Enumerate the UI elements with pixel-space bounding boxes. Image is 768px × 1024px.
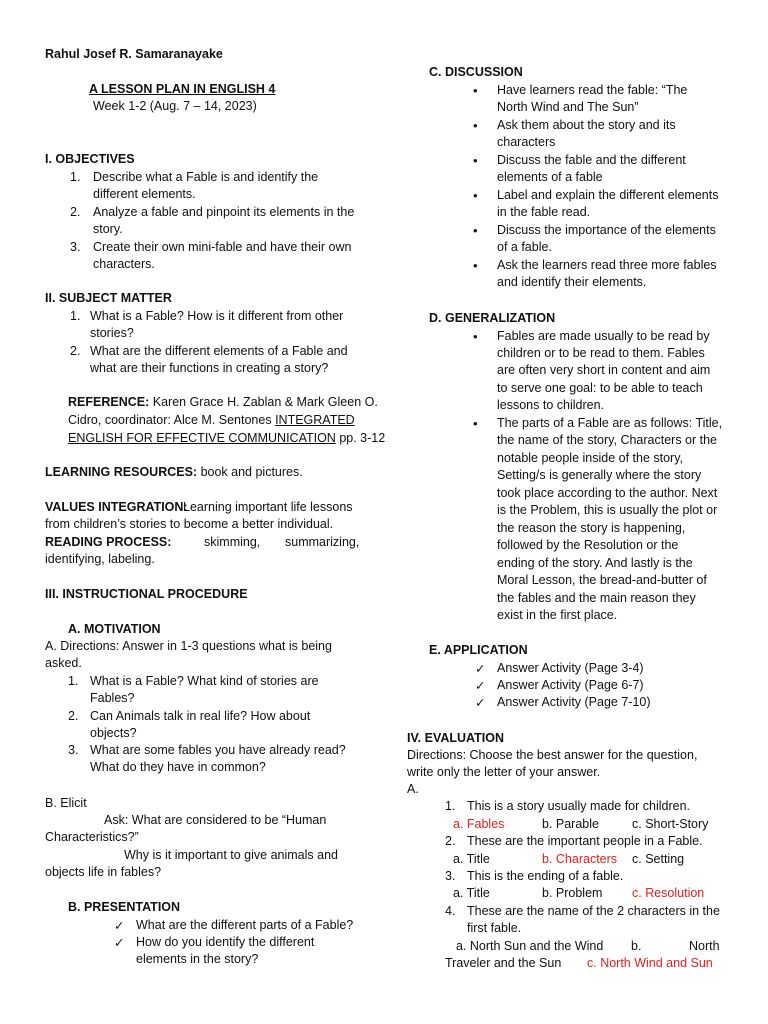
discussion-item-cont: in the fable read. — [497, 205, 591, 219]
generalization-line: ending of the story. And lastly is the — [497, 556, 693, 570]
motivation-heading: A. MOTIVATION — [68, 622, 161, 636]
list-number: 1. — [68, 674, 79, 688]
discussion-item: • Discuss the fable and the different — [497, 153, 686, 167]
reading-label: READING PROCESS: — [45, 535, 172, 549]
answer-choice-correct: b. Characters — [542, 852, 618, 866]
reference-line-3 — [68, 431, 385, 445]
generalization-line: • The parts of a Fable are as follows: Title, — [497, 416, 722, 430]
elicit-ask-2: Characteristics?” — [45, 830, 139, 844]
reference-coordinator: Cidro, coordinator: Alce M. Sentones — [68, 413, 276, 427]
generalization-line: took place according to the author. Next — [497, 486, 718, 500]
answer-choice: a. Title — [453, 852, 490, 866]
generalization-line: • Fables are made usually to be read by — [497, 329, 710, 343]
list-item: characters. — [93, 257, 155, 271]
discussion-item: • Discuss the importance of the elements — [497, 223, 716, 237]
discussion-item-cont: of a fable. — [497, 240, 552, 254]
list-number: 2. — [68, 709, 79, 723]
reading-text-2: identifying, labeling. — [45, 552, 155, 566]
list-number: 3. — [68, 743, 79, 757]
elicit-why-2: objects life in fables? — [45, 865, 162, 879]
discussion-item-cont: and identify their elements. — [497, 275, 647, 289]
values-text-2: from children’s stories to become a better individual. — [45, 517, 334, 531]
answer-choice: b. Problem — [542, 886, 603, 900]
discussion-item-cont: characters — [497, 135, 556, 149]
elicit-heading: B. Elicit — [45, 796, 87, 810]
discussion-item-cont: elements of a fable — [497, 170, 603, 184]
answer-choice-correct: c. North Wind and Sun — [587, 956, 713, 970]
generalization-line: are often very short in content and aim — [497, 363, 711, 377]
application-item: ✓ Answer Activity (Page 6-7) — [497, 678, 644, 692]
motivation-directions: A. Directions: Answer in 1-3 questions what is being — [45, 639, 332, 653]
objectives-heading: I. OBJECTIVES — [45, 152, 135, 166]
generalization-line: the fables and the main reason they — [497, 591, 696, 605]
values-text: Learning important life lessons — [183, 500, 353, 514]
answer-choice: b. — [631, 939, 642, 953]
list-item: stories? — [90, 326, 134, 340]
answer-choice: c. Short-Story — [632, 817, 709, 831]
list-item: Describe what a Fable is and identify the — [93, 170, 319, 184]
resources-value: book and pictures. — [197, 465, 303, 479]
list-number: 1. — [70, 309, 81, 323]
answer-choice: b. Parable — [542, 817, 599, 831]
week-line: Week 1-2 (Aug. 7 – 14, 2023) — [93, 99, 257, 113]
list-item: What is a Fable? What kind of stories are — [90, 674, 319, 688]
list-item: different elements. — [93, 187, 196, 201]
question-text: These are the important people in a Fable. — [467, 834, 703, 848]
list-item: Create their own mini-fable and have their own — [93, 240, 352, 254]
list-item: story. — [93, 222, 123, 236]
discussion-item: • Ask them about the story and its — [497, 118, 676, 132]
reference-book-title-cont: ENGLISH FOR EFFECTIVE COMMUNICATION — [68, 431, 336, 445]
answer-choice: North — [689, 939, 720, 953]
resources-label: LEARNING RESOURCES: — [45, 465, 198, 479]
question-text: These are the name of the 2 characters in the — [467, 904, 720, 918]
application-heading: E. APPLICATION — [429, 643, 528, 657]
generalization-heading: D. GENERALIZATION — [429, 311, 556, 325]
reference-line-1 — [68, 395, 378, 409]
answer-choice: a. North Sun and the Wind — [456, 939, 604, 953]
answer-choice-correct: c. Resolution — [632, 886, 705, 900]
discussion-item: • Ask the learners read three more fables — [497, 258, 717, 272]
evaluation-heading: IV. EVALUATION — [407, 731, 505, 745]
evaluation-directions: Directions: Choose the best answer for the question, — [407, 748, 698, 762]
discussion-item: • Have learners read the fable: “The — [497, 83, 687, 97]
author-name: Rahul Josef R. Samaranayake — [45, 47, 223, 61]
page-title: A LESSON PLAN IN ENGLISH 4 — [89, 82, 276, 96]
evaluation-part: A. — [407, 782, 419, 796]
list-number: 2. — [70, 344, 81, 358]
presentation-item-cont: elements in the story? — [136, 952, 259, 966]
reference-line-2 — [68, 413, 355, 427]
generalization-line: the name of the story, Characters or the — [497, 433, 718, 447]
reference-pages: pp. 3-12 — [335, 431, 386, 445]
application-item: ✓ Answer Activity (Page 3-4) — [497, 661, 644, 675]
generalization-line: Moral Lesson, the bread-and-butter of — [497, 573, 707, 587]
reference-authors: Karen Grace H. Zablan & Mark Gleen O. — [149, 395, 378, 409]
subject-matter-heading: II. SUBJECT MATTER — [45, 291, 172, 305]
generalization-line: the reason the story is happening, — [497, 521, 686, 535]
generalization-line: children or to be read to them. Fables — [497, 346, 705, 360]
question-text: This is a story usually made for children. — [467, 799, 691, 813]
evaluation-directions-2: write only the letter of your answer. — [407, 765, 601, 779]
application-item: ✓ Answer Activity (Page 7-10) — [497, 695, 651, 709]
list-number: 3. — [70, 240, 81, 254]
reading-word: skimming, — [204, 535, 261, 549]
list-item: What is a Fable? How is it different from other — [90, 309, 344, 323]
list-item: objects? — [90, 726, 137, 740]
generalization-line: followed by the Resolution or the — [497, 538, 679, 552]
reading-word: summarizing, — [285, 535, 360, 549]
answer-choice: a. Title — [453, 886, 490, 900]
list-number: 1. — [70, 170, 81, 184]
answer-choice-correct: a. Fables — [453, 817, 505, 831]
elicit-why: Why is it important to give animals and — [124, 848, 338, 862]
learning-resources — [45, 465, 303, 479]
question-number: 2. — [445, 834, 456, 848]
answer-choice-cont: Traveler and the Sun — [445, 956, 562, 970]
generalization-line: notable people inside of the story, — [497, 451, 684, 465]
list-item: Can Animals talk in real life? How about — [90, 709, 311, 723]
generalization-line: exist in the first place. — [497, 608, 618, 622]
answer-choice: c. Setting — [632, 852, 685, 866]
question-text-cont: first fable. — [467, 921, 522, 935]
list-item: What do they have in common? — [90, 760, 266, 774]
question-text: This is the ending of a fable. — [467, 869, 624, 883]
list-item: What are some fables you have already read? — [90, 743, 346, 757]
list-item: what are their functions in creating a story? — [90, 361, 329, 375]
presentation-heading: B. PRESENTATION — [68, 900, 181, 914]
generalization-line: Setting/s is generally where the story — [497, 468, 702, 482]
discussion-heading: C. DISCUSSION — [429, 65, 523, 79]
presentation-item: ✓ How do you identify the different — [136, 935, 314, 949]
question-number: 4. — [445, 904, 456, 918]
list-item: What are the different elements of a Fable and — [90, 344, 348, 358]
reference-book-title: INTEGRATED — [275, 413, 355, 427]
list-item: Analyze a fable and pinpoint its elements in the — [93, 205, 355, 219]
question-number: 1. — [445, 799, 456, 813]
presentation-item: ✓ What are the different parts of a Fable? — [136, 918, 353, 932]
procedure-heading: III. INSTRUCTIONAL PROCEDURE — [45, 587, 248, 601]
discussion-item: • Label and explain the different elements — [497, 188, 718, 202]
generalization-line: to serve one goal: to be able to teach — [497, 381, 703, 395]
generalization-line: lessons to children. — [497, 398, 605, 412]
reference-label: REFERENCE: — [68, 395, 150, 409]
elicit-ask: Ask: What are considered to be “Human — [104, 813, 327, 827]
question-number: 3. — [445, 869, 456, 883]
generalization-line: is the Problem, this is usually the plot or — [497, 503, 718, 517]
values-label: VALUES INTEGRATION: — [45, 500, 188, 514]
motivation-directions-2: asked. — [45, 656, 82, 670]
discussion-item-cont: North Wind and The Sun” — [497, 100, 639, 114]
list-item: Fables? — [90, 691, 135, 705]
list-number: 2. — [70, 205, 81, 219]
